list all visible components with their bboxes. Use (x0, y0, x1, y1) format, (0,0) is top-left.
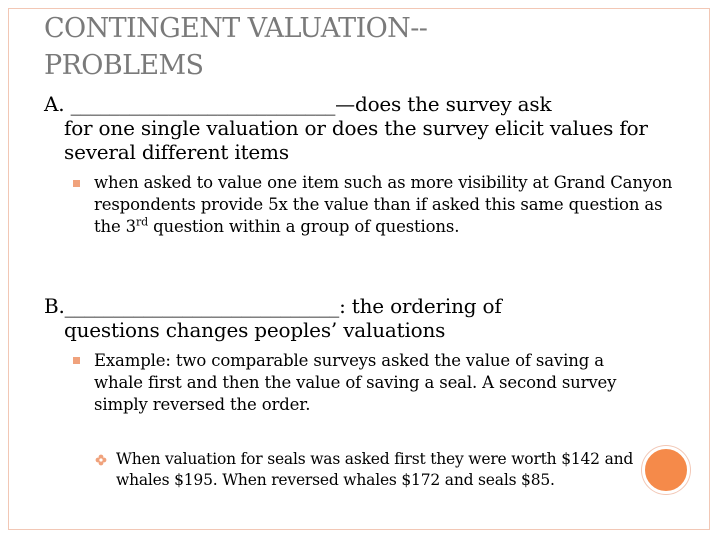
orange-circle-icon (642, 446, 690, 494)
point-b-blank: ____________________________ (64, 294, 340, 318)
point-a-blank: ___________________________ (70, 92, 336, 116)
slide-title (44, 10, 604, 84)
point-a-prefix: A. (44, 92, 71, 116)
point-b-bullet: Example: two comparable surveys asked the value of saving a whale first and then the value of saving a seal. A second survey simply reversed the order. (94, 351, 617, 414)
square-bullet-icon (73, 180, 80, 187)
point-a-text-first: —does the survey ask (335, 92, 552, 116)
point-b-sub-bullet: When valuation for seals was asked first they were worth $142 and whales $195. When reversed whales $172 and seals $85. (116, 450, 634, 489)
point-a-bullet-sup: rd (136, 215, 149, 229)
point-a-text-rest: for one single valuation or does the survey elicit values for several different items (64, 116, 648, 164)
point-a (44, 92, 664, 164)
title-line-1: CONTINGENT VALUATION-- (44, 13, 428, 44)
point-b-prefix: B. (44, 294, 65, 318)
point-b (44, 294, 664, 342)
point-b-text-rest: questions changes peoples’ valuations (64, 318, 446, 342)
point-a-bullet-text-after: question within a group of questions. (148, 217, 460, 236)
square-bullet-icon (73, 357, 80, 364)
point-b-text-first: : the ordering of (339, 294, 502, 318)
point-a-bullet-text: when asked to value one item such as more visibility at Grand Canyon respondents provide 5x the value than if asked this same question as the 3 (94, 173, 673, 236)
title-line-2: PROBLEMS (44, 50, 204, 81)
flower-bullet-icon (95, 454, 107, 466)
point-a-bullet (94, 172, 674, 238)
